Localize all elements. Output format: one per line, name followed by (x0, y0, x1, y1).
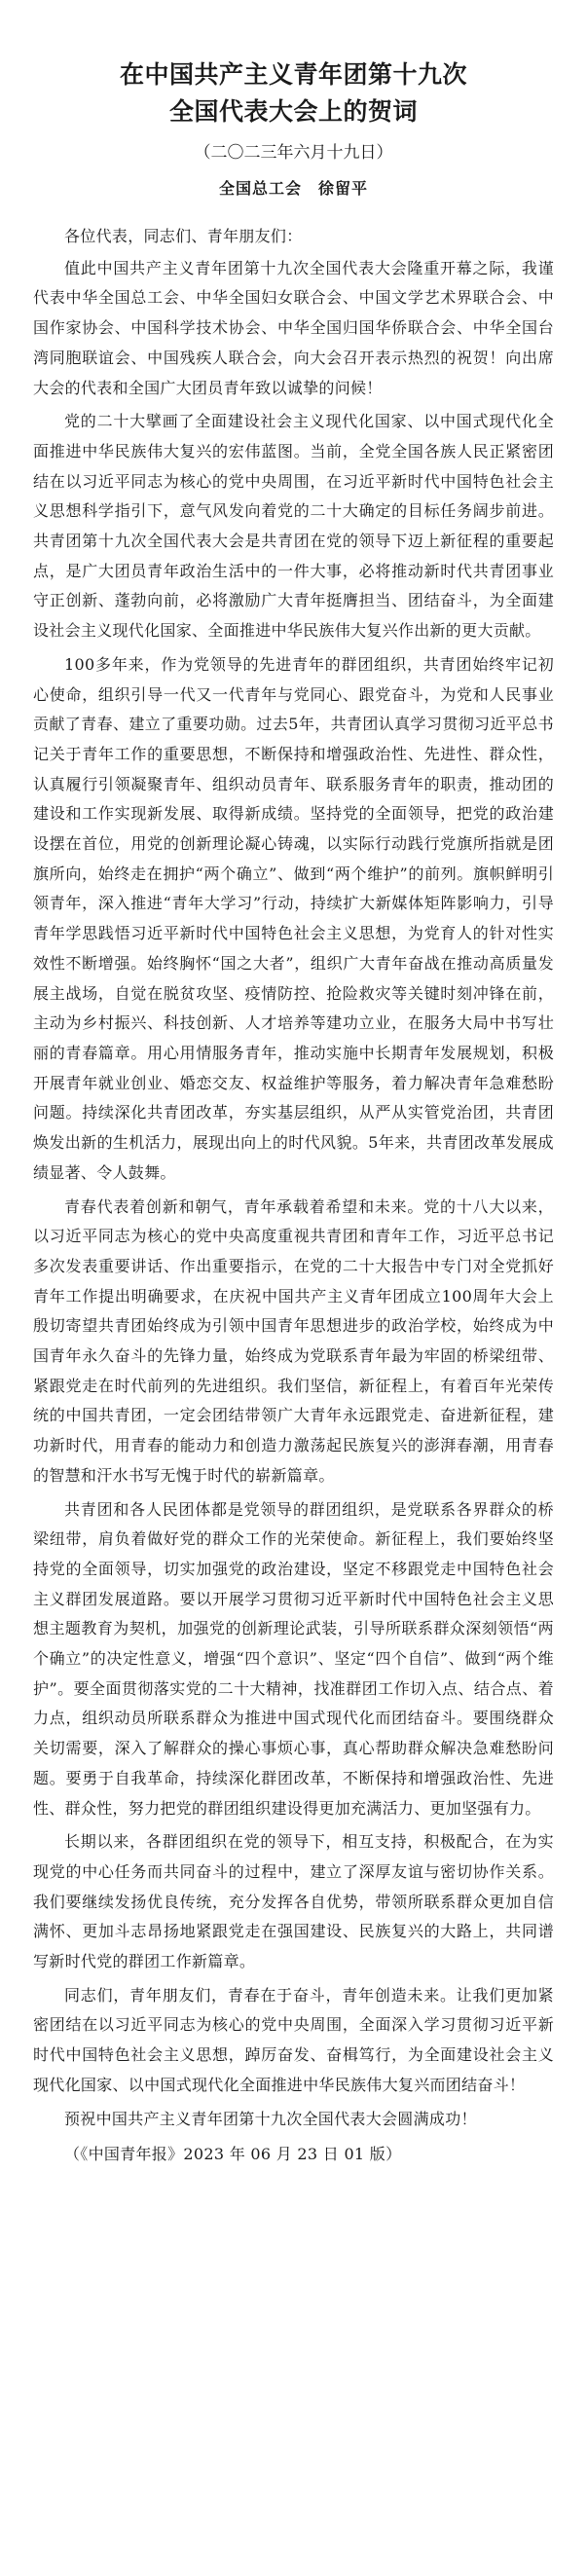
paragraph: 党的二十大擘画了全面建设社会主义现代化国家、以中国式现代化全面推进中华民族伟大复兴的宏伟蓝图。当前，全党全国各族人民正紧密团结在以习近平同志为核心的党中央周围，在习近平新时代中国特色社会主义思想科学指引下，意气风发向着党的二十大确定的目标任务阔步前进。共青团第十九次全国代表大会是共青团在党的领导下迈上新征程的重要起点，是广大团员青年政治生活中的一件大事，必将推动新时代共青团事业守正创新、蓬勃向前，必将激励广大青年挺膺担当、团结奋斗，为全面建设社会主义现代化国家、全面推进中华民族伟大复兴作出新的更大贡献。 (33, 412, 554, 641)
paragraph: 值此中国共产主义青年团第十九次全国代表大会隆重开幕之际，我谨代表中华全国总工会、中华全国妇女联合会、中国文学艺术界联合会、中国作家协会、中国科学技术协会、中华全国归国华侨联合会、中华全国台湾同胞联谊会、中国残疾人联合会，向大会召开表示热烈的祝贺！向出席大会的代表和全国广大团员青年致以诚挚的问候！ (33, 258, 554, 397)
paragraph: 青春代表着创新和朝气，青年承载着希望和未来。党的十八大以来，以习近平同志为核心的党中央高度重视共青团和青年工作，习近平总书记多次发表重要讲话、作出重要指示，在党的二十大报告中专门对全党抓好青年工作提出明确要求，在庆祝中国共产主义青年团成立100周年大会上殷切寄望共青团始终成为引领中国青年思想进步的政治学校，始终成为中国青年永久奋斗的先锋力量，始终成为党联系青年最为牢固的桥梁纽带、紧跟党走在时代前列的先进组织。我们坚信，新征程上，有着百年光荣传统的中国共青团，一定会团结带领广大青年永远跟党走、奋进新征程，建功新时代，用青春的能动力和创造力激荡起民族复兴的澎湃春潮，用青春的智慧和汗水书写无愧于时代的崭新篇章。 (33, 1196, 554, 1485)
salutation: 各位代表，同志们、青年朋友们： (64, 227, 303, 245)
document-date: （二〇二三年六月十九日） (194, 143, 393, 163)
paragraph: 共青团和各人民团体都是党领导的群团组织，是党联系各界群众的桥梁纽带，肩负着做好党的群众工作的光荣使命。新征程上，我们要始终坚持党的全面领导，切实加强党的政治建设，坚定不移跟党走中国特色社会主义群团发展道路。要以开展学习贯彻习近平新时代中国特色社会主义思想主题教育为契机，加强党的创新理论武装，引导所联系群众深刻领悟“两个确立”的决定性意义，增强“四个意识”、坚定“四个自信”、做到“两个维护”。要全面贯彻落实党的二十大精神，找准群团工作切入点、结合点、着力点，组织动员所联系群众为推进中国式现代化而团结奋斗。要围绕群众关切需要，深入了解群众的操心事烦心事，真心帮助群众解决急难愁盼问题。要勇于自我革命，持续深化群团改革，不断保持和增强政治性、先进性、群众性，努力把党的群团组织建设得更加充满活力、更加坚强有力。 (33, 1499, 554, 1818)
document-title (33, 56, 554, 130)
document-body (33, 222, 554, 2134)
document-author: 全国总工会 徐留平 (218, 179, 368, 198)
closing-wish: 预祝中国共产主义青年团第十九次全国代表大会圆满成功！ (64, 2109, 477, 2128)
paragraph: 100多年来，作为党领导的先进青年的群团组织，共青团始终牢记初心使命，组织引导一代又一代青年与党同心、跟党奋斗，为党和人民事业贡献了青春、建立了重要功勋。过去5年，共青团认真学习贯彻习近平总书记关于青年工作的重要思想，不断保持和增强政治性、先进性、群众性，认真履行引领凝聚青年、组织动员青年、联系服务青年的职责，推动团的建设和工作实现新发展、取得新成绩。坚持党的全面领导，把党的政治建设摆在首位，用党的创新理论凝心铸魂，以实际行动践行党旗所指就是团旗所向，始终走在拥护“两个确立”、做到“两个维护”的前列。旗帜鲜明引领青年，深入推进“青年大学习”行动，持续扩大新媒体矩阵影响力，引导青年学思践悟习近平新时代中国特色社会主义思想，为党育人的针对性实效性不断增强。始终胸怀“国之大者”，组织广大青年奋战在推动高质量发展主战场，自觉在脱贫攻坚、疫情防控、抢险救灾等关键时刻冲锋在前，主动为乡村振兴、科技创新、人才培养等建功立业，在服务大局中书写壮丽的青春篇章。用心用情服务青年，推动实施中长期青年发展规划，积极开展青年就业创业、婚恋交友、权益维护等服务，着力解决青年急难愁盼问题。持续深化共青团改革，夯实基层组织，从严从实管党治团，共青团焕发出新的生机活力，展现出向上的时代风貌。5年来，共青团改革发展成绩显著、令人鼓舞。 (33, 654, 554, 1182)
title-line-2: 全国代表大会上的贺词 (168, 97, 418, 126)
source-citation: （《中国青年报》2023 年 06 月 23 日 01 版） (64, 2145, 402, 2164)
title-line-1: 在中国共产主义青年团第十九次 (119, 60, 467, 89)
paragraph: 长期以来，各群团组织在党的领导下，相互支持，积极配合，在为实现党的中心任务而共同奋斗的过程中，建立了深厚友谊与密切协作关系。我们要继续发扬优良传统，充分发挥各自优势，带领所联系群众更加自信满怀、更加斗志昂扬地紧跟党走在强国建设、民族复兴的大路上，共同谱写新时代党的群团工作新篇章。 (33, 1832, 554, 1971)
paragraph: 同志们，青年朋友们，青春在于奋斗，青年创造未来。让我们更加紧密团结在以习近平同志为核心的党中央周围，全面深入学习贯彻习近平新时代中国特色社会主义思想，踔厉奋发、奋楫笃行，为全面建设社会主义现代化国家、以中国式现代化全面推进中华民族伟大复兴而团结奋斗！ (33, 1985, 554, 2094)
